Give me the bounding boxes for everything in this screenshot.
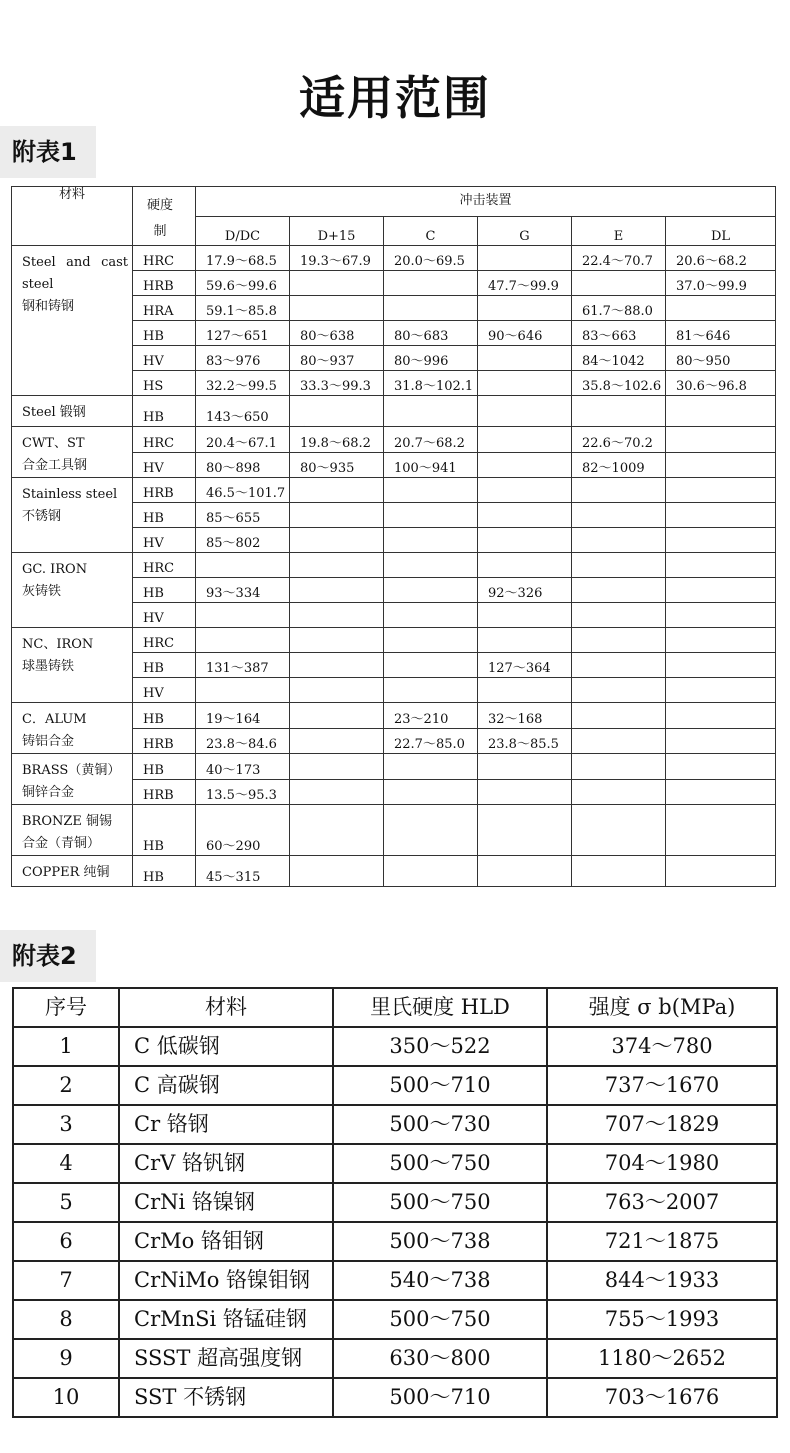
table-row (12, 754, 776, 780)
table-row (12, 478, 776, 503)
value-cell: 19.3～67.9 (290, 246, 384, 271)
value-cell: 80～638 (290, 321, 384, 346)
value-cell: 80～937 (290, 346, 384, 371)
table-row (12, 703, 776, 729)
value-cell (666, 856, 776, 887)
value-cell (384, 296, 478, 321)
material-cell (12, 396, 133, 427)
value-cell (290, 396, 384, 427)
value-cell (478, 628, 572, 653)
value-cell: 20.7～68.2 (384, 427, 478, 453)
value-cell (290, 779, 384, 805)
value-cell: 92～326 (478, 578, 572, 603)
table-row (12, 805, 776, 856)
header-strength: 强度 σ b(MPa) (547, 988, 777, 1027)
value-cell: 35.8～102.6 (572, 371, 666, 396)
value-cell (196, 603, 290, 628)
value-cell (290, 754, 384, 780)
value-cell: 23.8～84.6 (196, 728, 290, 754)
value-cell (384, 503, 478, 528)
leeb-hardness-cell: 500～750 (333, 1183, 547, 1222)
table-row (12, 427, 776, 453)
value-cell (478, 805, 572, 856)
value-cell: 20.4～67.1 (196, 427, 290, 453)
value-cell (384, 271, 478, 296)
value-cell (666, 678, 776, 703)
value-cell (666, 603, 776, 628)
scale-cell: HRC (133, 553, 196, 578)
value-cell (384, 578, 478, 603)
value-cell: 82～1009 (572, 452, 666, 478)
value-cell (290, 478, 384, 503)
scale-cell: HRA (133, 296, 196, 321)
table-row (12, 628, 776, 653)
value-cell (666, 427, 776, 453)
value-cell (478, 754, 572, 780)
value-cell (290, 603, 384, 628)
material-line: GC. IRON (22, 562, 88, 577)
material-cell: SSST 超高强度钢 (119, 1339, 333, 1378)
value-cell: 81～646 (666, 321, 776, 346)
value-cell: 20.0～69.5 (384, 246, 478, 271)
material-cell: CrMo 铬钼钢 (119, 1222, 333, 1261)
leeb-strength-table (12, 987, 778, 1418)
value-cell: 80～935 (290, 452, 384, 478)
index-cell: 8 (13, 1300, 119, 1339)
material-line: CWT、ST (22, 436, 85, 451)
value-cell (666, 779, 776, 805)
strength-cell: 844～1933 (547, 1261, 777, 1300)
table1-label: 附表1 (0, 126, 96, 178)
scale-cell: HB (133, 754, 196, 780)
table-row (13, 1339, 777, 1378)
value-cell (666, 528, 776, 553)
leeb-hardness-cell: 350～522 (333, 1027, 547, 1066)
value-cell (478, 296, 572, 321)
value-cell: 22.4～70.7 (572, 246, 666, 271)
value-cell (666, 296, 776, 321)
value-cell: 45～315 (196, 856, 290, 887)
value-cell (572, 653, 666, 678)
material-line: Steel and cast steel (22, 255, 128, 292)
scale-cell: HB (133, 321, 196, 346)
value-cell (478, 603, 572, 628)
scale-cell: HRC (133, 628, 196, 653)
value-cell: 19.8～68.2 (290, 427, 384, 453)
material-line: 灰铸铁 (22, 584, 62, 599)
strength-cell: 1180～2652 (547, 1339, 777, 1378)
device-header: E (572, 216, 666, 246)
scale-cell: HB (133, 856, 196, 887)
leeb-hardness-cell: 500～730 (333, 1105, 547, 1144)
scale-cell: HB (133, 396, 196, 427)
value-cell (478, 346, 572, 371)
value-cell: 61.7～88.0 (572, 296, 666, 321)
value-cell (290, 728, 384, 754)
value-cell (572, 703, 666, 729)
material-line: 钢和铸钢 (22, 299, 75, 314)
value-cell (666, 478, 776, 503)
scale-cell: HB (133, 805, 196, 856)
strength-cell: 721～1875 (547, 1222, 777, 1261)
value-cell: 19～164 (196, 703, 290, 729)
material-cell (12, 427, 133, 478)
value-cell: 23～210 (384, 703, 478, 729)
material-cell (12, 856, 133, 887)
value-cell (478, 427, 572, 453)
index-cell: 4 (13, 1144, 119, 1183)
material-line: NC、IRON (22, 637, 94, 652)
value-cell: 143～650 (196, 396, 290, 427)
material-line: 铜锌合金 (22, 785, 75, 800)
impact-device-table (11, 186, 776, 887)
leeb-hardness-cell: 500～710 (333, 1378, 547, 1417)
page-title: 适用范围 (299, 71, 491, 125)
scale-cell: HB (133, 578, 196, 603)
scale-cell: HB (133, 503, 196, 528)
scale-cell: HV (133, 452, 196, 478)
value-cell (196, 628, 290, 653)
scale-cell: HS (133, 371, 196, 396)
header-impact-device: 冲击装置 (196, 187, 776, 217)
value-cell: 83～976 (196, 346, 290, 371)
value-cell (384, 779, 478, 805)
value-cell (290, 653, 384, 678)
value-cell (572, 603, 666, 628)
value-cell (290, 678, 384, 703)
table-row (13, 1066, 777, 1105)
device-header: G (478, 216, 572, 246)
value-cell (384, 528, 478, 553)
value-cell: 22.7～85.0 (384, 728, 478, 754)
scale-cell: HV (133, 528, 196, 553)
material-cell (12, 628, 133, 703)
value-cell (572, 805, 666, 856)
value-cell: 59.1～85.8 (196, 296, 290, 321)
material-line: 铸铝合金 (22, 734, 75, 749)
value-cell (666, 653, 776, 678)
index-cell: 9 (13, 1339, 119, 1378)
table1-header-row (12, 187, 776, 217)
value-cell: 46.5～101.7 (196, 478, 290, 503)
leeb-hardness-cell: 540～738 (333, 1261, 547, 1300)
table2-label: 附表2 (0, 930, 96, 982)
table-row (13, 1144, 777, 1183)
strength-cell: 763～2007 (547, 1183, 777, 1222)
value-cell (572, 503, 666, 528)
value-cell (290, 528, 384, 553)
value-cell (666, 754, 776, 780)
value-cell (290, 703, 384, 729)
material-cell: CrV 铬钒钢 (119, 1144, 333, 1183)
value-cell (572, 396, 666, 427)
leeb-hardness-cell: 500～710 (333, 1066, 547, 1105)
value-cell (384, 653, 478, 678)
value-cell (572, 553, 666, 578)
value-cell (290, 856, 384, 887)
device-header: D/DC (196, 216, 290, 246)
value-cell (384, 856, 478, 887)
table-row (12, 396, 776, 427)
material-line: 不锈钢 (22, 509, 62, 524)
value-cell (572, 728, 666, 754)
value-cell: 127～364 (478, 653, 572, 678)
strength-cell: 704～1980 (547, 1144, 777, 1183)
index-cell: 6 (13, 1222, 119, 1261)
value-cell: 22.6～70.2 (572, 427, 666, 453)
value-cell: 20.6～68.2 (666, 246, 776, 271)
material-line: Stainless steel (22, 487, 118, 502)
value-cell (290, 296, 384, 321)
leeb-hardness-cell: 500～738 (333, 1222, 547, 1261)
value-cell (384, 603, 478, 628)
material-cell (12, 478, 133, 553)
value-cell: 59.6～99.6 (196, 271, 290, 296)
scale-cell: HV (133, 603, 196, 628)
scale-cell: HRB (133, 728, 196, 754)
table-row (12, 856, 776, 887)
value-cell: 85～655 (196, 503, 290, 528)
value-cell (666, 628, 776, 653)
value-cell: 80～950 (666, 346, 776, 371)
value-cell: 33.3～99.3 (290, 371, 384, 396)
material-cell: CrNiMo 铬镍钼钢 (119, 1261, 333, 1300)
scale-cell: HB (133, 653, 196, 678)
material-cell: CrNi 铬镍钢 (119, 1183, 333, 1222)
value-cell: 17.9～68.5 (196, 246, 290, 271)
leeb-hardness-cell: 500～750 (333, 1300, 547, 1339)
value-cell (290, 805, 384, 856)
scale-cell: HRB (133, 271, 196, 296)
material-cell: CrMnSi 铬锰硅钢 (119, 1300, 333, 1339)
index-cell: 1 (13, 1027, 119, 1066)
device-header: C (384, 216, 478, 246)
value-cell (384, 396, 478, 427)
value-cell (384, 478, 478, 503)
value-cell (572, 478, 666, 503)
table-row (13, 1378, 777, 1417)
material-line: 球墨铸铁 (22, 659, 75, 674)
value-cell (290, 553, 384, 578)
value-cell (478, 452, 572, 478)
value-cell (478, 503, 572, 528)
value-cell (666, 805, 776, 856)
value-cell: 80～996 (384, 346, 478, 371)
index-cell: 2 (13, 1066, 119, 1105)
scale-cell: HV (133, 678, 196, 703)
leeb-hardness-cell: 500～750 (333, 1144, 547, 1183)
value-cell: 47.7～99.9 (478, 271, 572, 296)
value-cell: 93～334 (196, 578, 290, 603)
value-cell (572, 271, 666, 296)
table-row (12, 246, 776, 271)
value-cell (666, 396, 776, 427)
scale-cell: HRB (133, 478, 196, 503)
value-cell (384, 628, 478, 653)
value-cell (666, 728, 776, 754)
material-line: COPPER 纯铜 (22, 865, 110, 880)
value-cell (290, 503, 384, 528)
value-cell (572, 528, 666, 553)
value-cell (478, 553, 572, 578)
table-row (13, 1222, 777, 1261)
material-cell: Cr 铬钢 (119, 1105, 333, 1144)
value-cell (572, 578, 666, 603)
value-cell: 90～646 (478, 321, 572, 346)
device-header: DL (666, 216, 776, 246)
scale-cell: HV (133, 346, 196, 371)
material-line: BRASS（黄铜） (22, 763, 121, 778)
value-cell (384, 553, 478, 578)
header-leeb-hardness: 里氏硬度 HLD (333, 988, 547, 1027)
strength-cell: 737～1670 (547, 1066, 777, 1105)
material-line: 合金工具钢 (22, 458, 88, 473)
value-cell (290, 271, 384, 296)
scale-cell: HRC (133, 427, 196, 453)
material-cell (12, 553, 133, 628)
header-hardness-system: 硬度制 (133, 187, 196, 246)
value-cell (478, 246, 572, 271)
material-line: BRONZE 铜锡 (22, 814, 113, 829)
value-cell: 127～651 (196, 321, 290, 346)
scale-cell: HB (133, 703, 196, 729)
value-cell: 85～802 (196, 528, 290, 553)
value-cell (384, 754, 478, 780)
index-cell: 10 (13, 1378, 119, 1417)
value-cell (572, 754, 666, 780)
value-cell: 13.5～95.3 (196, 779, 290, 805)
value-cell: 40～173 (196, 754, 290, 780)
material-line: Steel 锻钢 (22, 405, 86, 420)
value-cell (572, 779, 666, 805)
value-cell: 37.0～99.9 (666, 271, 776, 296)
value-cell (666, 703, 776, 729)
value-cell (290, 578, 384, 603)
strength-cell: 374～780 (547, 1027, 777, 1066)
value-cell (384, 678, 478, 703)
strength-cell: 703～1676 (547, 1378, 777, 1417)
scale-cell: HRC (133, 246, 196, 271)
value-cell (666, 452, 776, 478)
value-cell (478, 678, 572, 703)
value-cell: 80～683 (384, 321, 478, 346)
value-cell: 32.2～99.5 (196, 371, 290, 396)
strength-cell: 755～1993 (547, 1300, 777, 1339)
table-row (13, 1261, 777, 1300)
value-cell (478, 856, 572, 887)
value-cell: 31.8～102.1 (384, 371, 478, 396)
material-line: C．ALUM (22, 712, 87, 727)
value-cell (196, 678, 290, 703)
value-cell: 60～290 (196, 805, 290, 856)
value-cell (384, 805, 478, 856)
index-cell: 3 (13, 1105, 119, 1144)
value-cell (478, 478, 572, 503)
value-cell: 30.6～96.8 (666, 371, 776, 396)
device-header: D+15 (290, 216, 384, 246)
value-cell (290, 628, 384, 653)
value-cell (572, 678, 666, 703)
table-row (13, 1105, 777, 1144)
value-cell: 131～387 (196, 653, 290, 678)
leeb-hardness-cell: 630～800 (333, 1339, 547, 1378)
strength-cell: 707～1829 (547, 1105, 777, 1144)
table1-body (12, 246, 776, 887)
value-cell (572, 628, 666, 653)
table-row (13, 1183, 777, 1222)
scale-cell: HRB (133, 779, 196, 805)
material-cell: C 低碳钢 (119, 1027, 333, 1066)
material-cell: SST 不锈钢 (119, 1378, 333, 1417)
material-line: 合金（青铜） (22, 836, 101, 851)
header-material: 材料 (119, 988, 333, 1027)
table-row (13, 1027, 777, 1066)
table-row (13, 1300, 777, 1339)
header-index: 序号 (13, 988, 119, 1027)
header-material: 材料 (12, 187, 133, 246)
value-cell: 84～1042 (572, 346, 666, 371)
table2-header-row (13, 988, 777, 1027)
material-cell (12, 246, 133, 396)
value-cell (572, 856, 666, 887)
table-row (12, 553, 776, 578)
value-cell (478, 528, 572, 553)
index-cell: 5 (13, 1183, 119, 1222)
value-cell (666, 578, 776, 603)
material-cell (12, 805, 133, 856)
value-cell (478, 396, 572, 427)
value-cell (196, 553, 290, 578)
table2-body (13, 1027, 777, 1417)
value-cell: 100～941 (384, 452, 478, 478)
value-cell (478, 779, 572, 805)
material-cell (12, 754, 133, 805)
index-cell: 7 (13, 1261, 119, 1300)
value-cell (478, 371, 572, 396)
material-cell (12, 703, 133, 754)
value-cell: 23.8～85.5 (478, 728, 572, 754)
value-cell: 80～898 (196, 452, 290, 478)
material-cell: C 高碳钢 (119, 1066, 333, 1105)
value-cell: 83～663 (572, 321, 666, 346)
value-cell: 32～168 (478, 703, 572, 729)
value-cell (666, 553, 776, 578)
value-cell (666, 503, 776, 528)
